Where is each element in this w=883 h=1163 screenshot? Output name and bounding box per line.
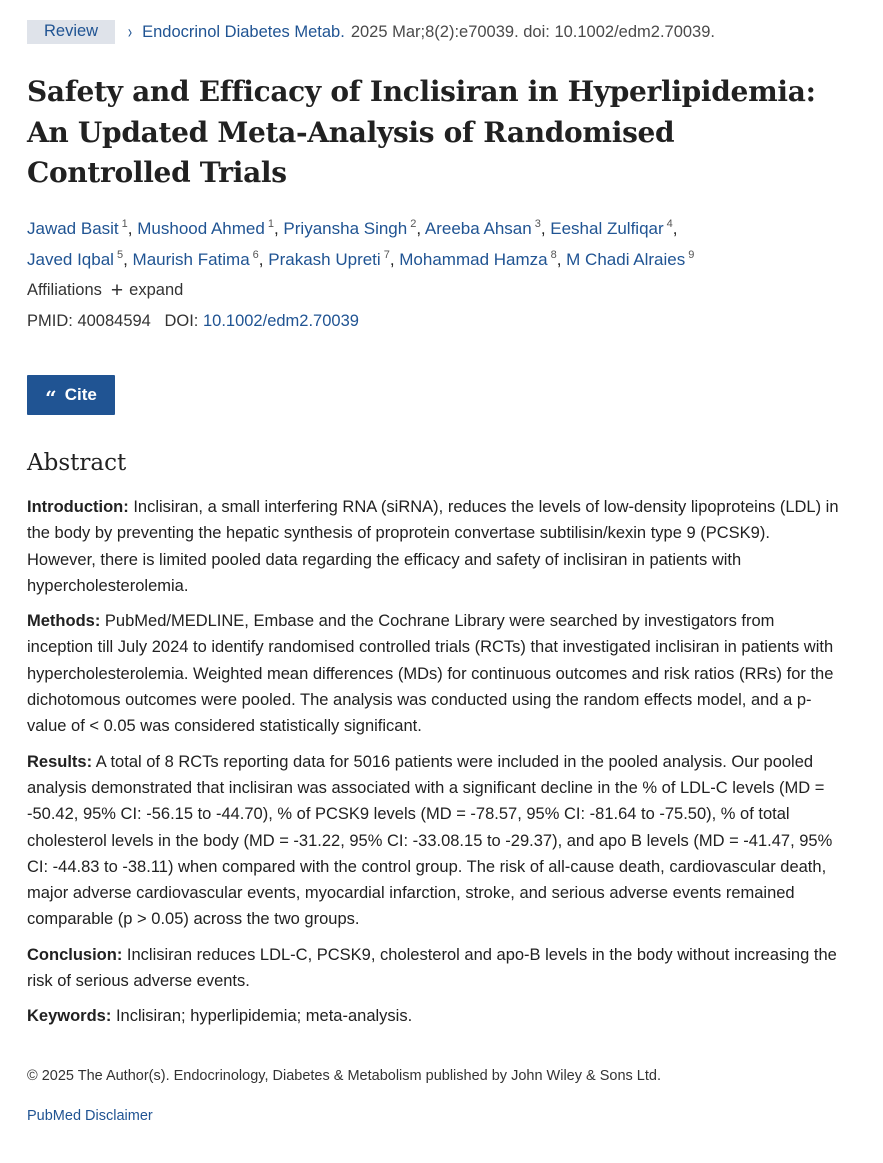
pmid-value: 40084594 — [77, 312, 151, 330]
abstract-body — [27, 494, 839, 1039]
affiliation-number[interactable]: 4 — [666, 218, 673, 230]
affiliations-toggle[interactable] — [27, 278, 184, 302]
cite-button[interactable] — [27, 375, 115, 415]
copyright-notice: © 2025 The Author(s). Endocrinology, Diabetes & Metabolism published by John Wiley & Sons Ltd. — [27, 1068, 661, 1084]
article-type-badge: Review — [27, 20, 115, 44]
author-link[interactable]: Areeba Ahsan — [424, 219, 532, 238]
author-item: Mushood Ahmed $^1$, — [137, 218, 284, 238]
author-item: Areeba Ahsan $^3$, — [424, 218, 551, 238]
abstract-paragraph — [27, 942, 839, 995]
author-item — [566, 250, 694, 269]
author-item: Mohammad Hamza $^8$, — [399, 249, 567, 269]
author-item: Maurish Fatima $^6$, — [132, 249, 269, 269]
section-text: A total of 8 RCTs reporting data for 5016 patients were included in the pooled analysis. Our pooled analysis demonstrated that inclisiran was associated with a significant decline in the % of LDL-C levels (MD = -50.42, 95% CI: -56.15 to -44.70), % of PCSK9 levels (MD = -78.57, 95% CI: -81.64 to -75.50), % of total cholesterol levels in the body (MD = -31.22, 95% CI: -33.08.15 to -29.37), and apo B levels (MD = -41.47, 95% CI: -44.83 to -38.11) when compared with the control group. The risk of all-cause death, cardiovascular death, major adverse cardiovascular events, myocardial infarction, stroke, and serious adverse events remained comparable (p > 0.05) across the two groups. — [27, 752, 833, 929]
abstract-paragraph — [27, 749, 839, 933]
author-link[interactable]: M Chadi Alraies — [566, 250, 686, 269]
title-line: Controlled Trials — [27, 156, 287, 189]
affiliation-number[interactable]: 5 — [116, 249, 124, 261]
identifiers — [27, 312, 359, 331]
quote-icon: “ — [45, 386, 57, 410]
author-item: Jawad Basit $^1$, — [27, 218, 138, 238]
author-link[interactable]: Prakash Upreti — [268, 250, 381, 269]
affiliation-number[interactable]: 3 — [534, 218, 541, 230]
plus-icon: + — [110, 278, 124, 302]
affiliation-number[interactable]: 8 — [550, 249, 557, 261]
journal-link[interactable]: Endocrinol Diabetes Metab. — [142, 22, 345, 41]
article-title — [27, 72, 847, 194]
author-link[interactable]: Priyansha Singh — [283, 219, 408, 238]
cite-label: Cite — [64, 385, 97, 404]
section-text: Inclisiran reduces LDL-C, PCSK9, cholesterol and apo-B levels in the body without increasing the risk of serious adverse events. — [27, 945, 837, 991]
title-line: An Updated Meta-Analysis of Randomised — [27, 115, 675, 149]
keywords-paragraph — [27, 1003, 839, 1029]
author-link[interactable]: Maurish Fatima — [132, 250, 250, 269]
abstract-heading: Abstract — [27, 450, 127, 476]
author-link[interactable]: Jawad Basit — [27, 219, 119, 238]
abstract-paragraph — [27, 608, 839, 739]
section-label: Keywords: — [27, 1007, 112, 1026]
author-item: Prakash Upreti $^7$, — [268, 249, 400, 269]
section-label: Conclusion: — [27, 945, 123, 964]
affiliation-number[interactable]: 9 — [688, 249, 695, 261]
section-label: Introduction: — [27, 498, 129, 516]
author-link[interactable]: Eeshal Zulfiqar — [550, 219, 664, 238]
affiliations-label: Affiliations — [27, 281, 102, 299]
author-link[interactable]: Mohammad Hamza — [399, 250, 548, 269]
title-line: Safety and Efficacy of Inclisiran in Hyperlipidemia: — [27, 75, 816, 108]
pmid-label: PMID: — [27, 312, 73, 330]
author-link[interactable]: Mushood Ahmed — [137, 219, 265, 238]
abstract-paragraph — [27, 494, 839, 599]
doi-label: DOI: — [164, 312, 199, 330]
affiliation-number[interactable]: 1 — [267, 218, 274, 230]
section-text: Inclisiran, a small interfering RNA (siRNA), reduces the levels of low-density lipoproteins (LDL) in the body by preventing the hepatic synthesis of proprotein convertase subtilisin/kexin type 9 (PCSK9). However, there is limited pooled data regarding the efficacy and safety of inclisiran in patients with hypercholesterolemia. — [27, 498, 839, 595]
author-list — [27, 211, 847, 273]
keywords-text: Inclisiran; hyperlipidemia; meta-analysis. — [115, 1007, 413, 1026]
author-item: Eeshal Zulfiqar $^4$, — [550, 218, 678, 238]
section-label: Methods: — [27, 612, 101, 631]
expand-label: expand — [129, 281, 184, 299]
affiliation-number[interactable]: 6 — [252, 249, 259, 261]
pubmed-disclaimer-link[interactable]: PubMed Disclaimer — [27, 1108, 153, 1124]
journal-citation: 2025 Mar;8(2):e70039. doi: 10.1002/edm2.70039. — [350, 22, 715, 41]
section-label: Results: — [27, 752, 93, 771]
author-link[interactable]: Javed Iqbal — [27, 250, 114, 269]
author-item: Javed Iqbal $^5$, — [27, 249, 133, 269]
affiliation-number[interactable]: 1 — [121, 218, 128, 230]
citation-line — [27, 20, 715, 44]
author-item: Priyansha Singh $^2$, — [283, 218, 425, 238]
affiliation-number[interactable]: 2 — [410, 218, 417, 230]
affiliation-number[interactable]: 7 — [383, 249, 390, 261]
chevron-right-icon[interactable]: › — [128, 21, 133, 42]
section-text: PubMed/MEDLINE, Embase and the Cochrane Library were searched by investigators from inception till July 2024 to identify randomised controlled trials (RCTs) that investigated inclisiran in patients with hypercholesterolemia. Weighted mean differences (MDs) for continuous outcomes and risk ratios (RRs) for the dichotomous outcomes were pooled. The analysis was conducted using the random effects model, and a p-value of < 0.05 was considered statistically significant. — [27, 612, 834, 736]
doi-link[interactable]: 10.1002/edm2.70039 — [202, 312, 359, 330]
